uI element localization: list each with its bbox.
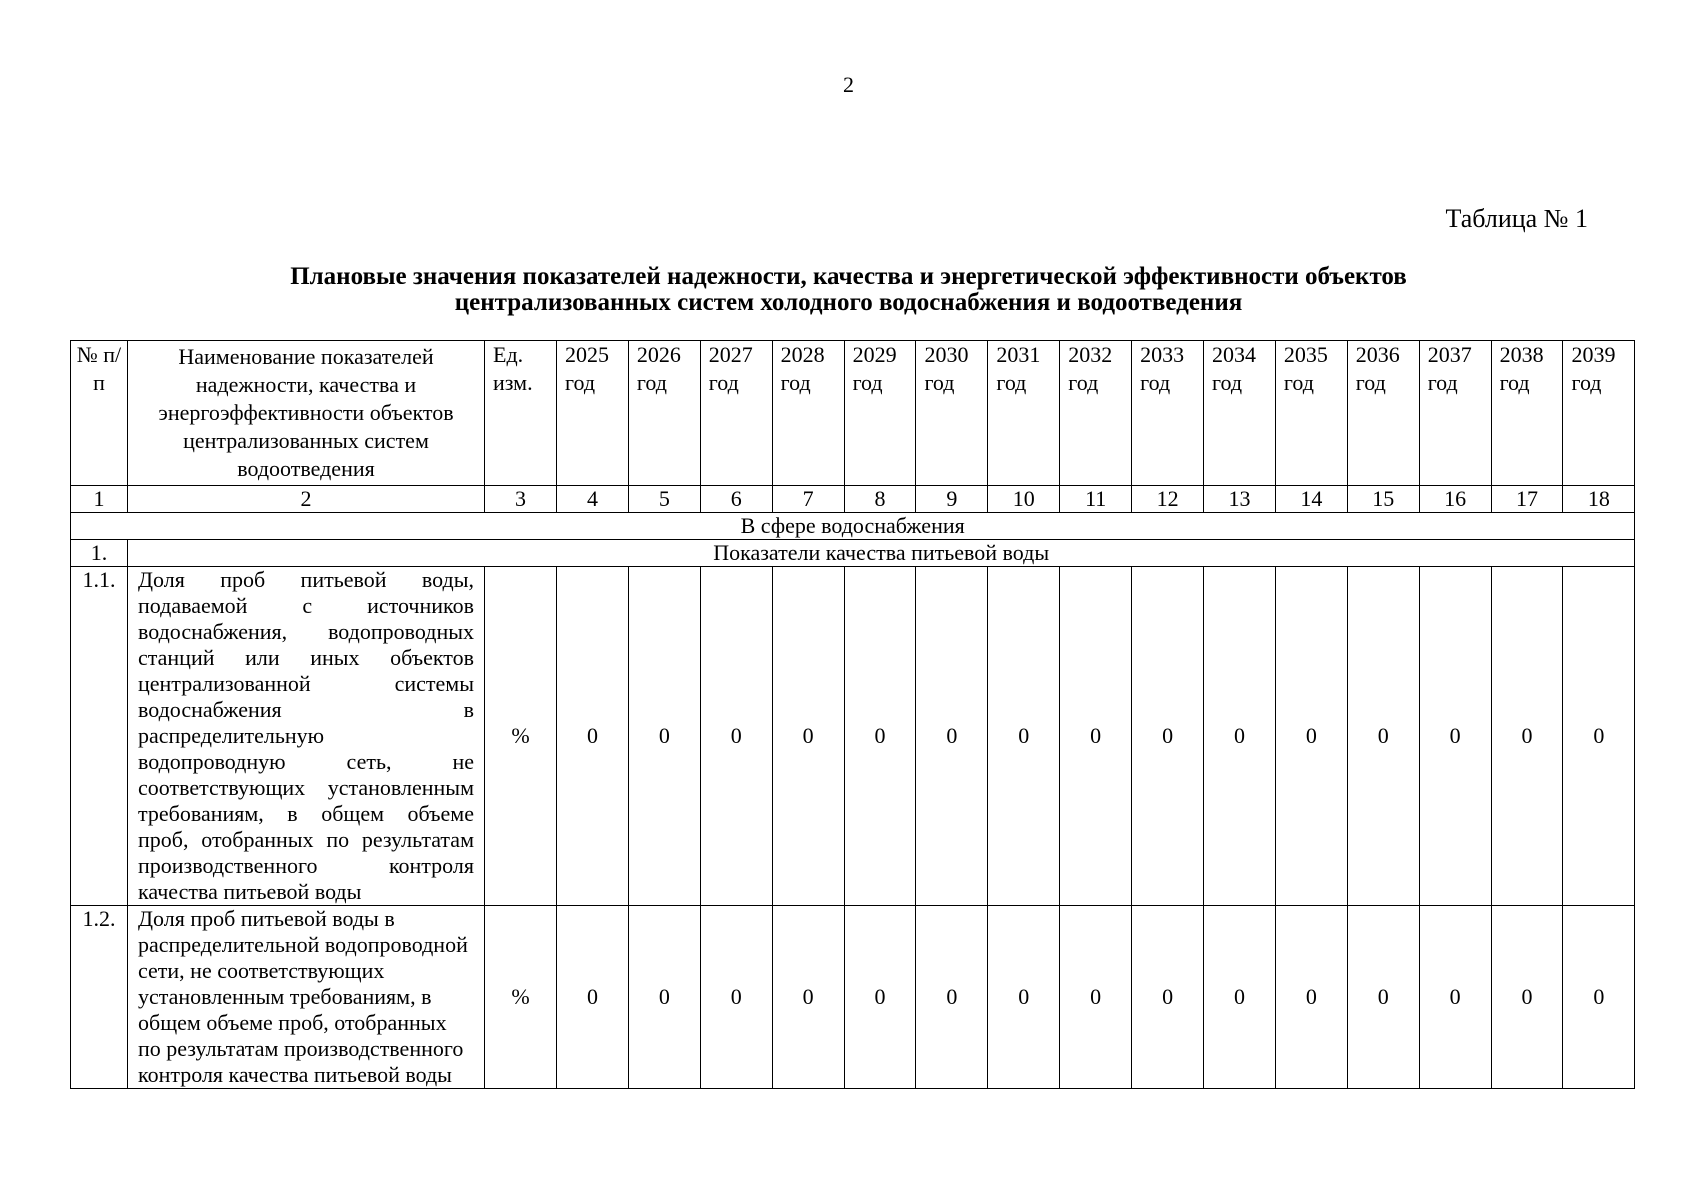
header-year: 2031 год [988, 341, 1060, 486]
row-value: 0 [1204, 567, 1276, 906]
row-num: 1.1. [71, 567, 128, 906]
header-year: 2039 год [1563, 341, 1635, 486]
column-number: 13 [1204, 486, 1276, 513]
table-label: Таблица № 1 [1445, 204, 1588, 233]
indicators-table [70, 340, 1635, 1089]
column-number: 15 [1347, 486, 1419, 513]
page-number: 2 [843, 72, 854, 97]
row-value: 0 [1132, 906, 1204, 1089]
header-year: 2036 год [1347, 341, 1419, 486]
column-number: 9 [916, 486, 988, 513]
row-value: 0 [1563, 567, 1635, 906]
header-year: 2030 год [916, 341, 988, 486]
header-year: 2028 год [772, 341, 844, 486]
row-value: 0 [557, 906, 629, 1089]
row-value: 0 [557, 567, 629, 906]
row-value: 0 [988, 906, 1060, 1089]
header-year: 2029 год [844, 341, 916, 486]
header-year: 2035 год [1275, 341, 1347, 486]
column-number-row [71, 486, 1635, 513]
row-value: 0 [1419, 906, 1491, 1089]
row-value: 0 [1491, 567, 1563, 906]
column-number: 14 [1275, 486, 1347, 513]
header-year: 2026 год [628, 341, 700, 486]
subsection-num: 1. [71, 540, 128, 567]
row-value: 0 [628, 906, 700, 1089]
row-value: 0 [1060, 906, 1132, 1089]
header-unit: Ед. изм. [485, 341, 557, 486]
header-year: 2027 год [700, 341, 772, 486]
header-name: Наименование показателей надежности, качества и энергоэффективности объектов централизованных систем водоотведения [128, 341, 485, 486]
row-name: Доля проб питьевой воды в распределительной водопроводной сети, не соответствующих установленным требованиям, в общем объеме проб, отобранных по результатам производственного контроля качества питьевой воды [128, 906, 485, 1089]
row-value: 0 [1204, 906, 1276, 1089]
row-unit: % [485, 906, 557, 1089]
row-value: 0 [1060, 567, 1132, 906]
column-number: 16 [1419, 486, 1491, 513]
header-year: 2038 год [1491, 341, 1563, 486]
column-number: 10 [988, 486, 1060, 513]
column-number: 6 [700, 486, 772, 513]
subsection-title: Показатели качества питьевой воды [128, 540, 1635, 567]
row-value: 0 [772, 906, 844, 1089]
row-value: 0 [1132, 567, 1204, 906]
row-value: 0 [988, 567, 1060, 906]
row-value: 0 [1491, 906, 1563, 1089]
column-number: 17 [1491, 486, 1563, 513]
column-number: 12 [1132, 486, 1204, 513]
row-num: 1.2. [71, 906, 128, 1089]
row-value: 0 [700, 567, 772, 906]
column-number: 7 [772, 486, 844, 513]
row-value: 0 [1419, 567, 1491, 906]
column-number: 2 [128, 486, 485, 513]
title-line-1: Плановые значения показателей надежности, качества и энергетической эффективности объектов [290, 263, 1407, 290]
row-value: 0 [1275, 906, 1347, 1089]
header-year: 2033 год [1132, 341, 1204, 486]
row-value: 0 [844, 906, 916, 1089]
section-row [71, 513, 1635, 540]
header-year: 2034 год [1204, 341, 1276, 486]
row-name: Доля проб питьевой воды, подаваемой с источников водоснабжения, водопроводных станций или иных объектов централизованной системы водоснабжения в распределительную водопроводную сеть, не соответствующих установленным требованиям, в общем объеме проб, отобранных по результатам производственного контроля качества питьевой воды [128, 567, 485, 906]
column-number: 1 [71, 486, 128, 513]
row-value: 0 [1347, 906, 1419, 1089]
column-number: 18 [1563, 486, 1635, 513]
header-year: 2032 год [1060, 341, 1132, 486]
column-number: 5 [628, 486, 700, 513]
column-number: 11 [1060, 486, 1132, 513]
row-unit: % [485, 567, 557, 906]
row-value: 0 [1275, 567, 1347, 906]
row-value: 0 [772, 567, 844, 906]
row-value: 0 [844, 567, 916, 906]
title-line-2: централизованных систем холодного водоснабжения и водоотведения [454, 289, 1243, 316]
header-year: 2037 год [1419, 341, 1491, 486]
table-row [71, 567, 1635, 906]
column-number: 3 [485, 486, 557, 513]
column-number: 4 [557, 486, 629, 513]
header-row [71, 341, 1635, 486]
row-value: 0 [916, 567, 988, 906]
header-num: № п/п [71, 341, 128, 486]
section-title: В сфере водоснабжения [71, 513, 1635, 540]
document-title [0, 264, 1697, 316]
subsection-row [71, 540, 1635, 567]
column-number: 8 [844, 486, 916, 513]
row-value: 0 [1563, 906, 1635, 1089]
row-value: 0 [1347, 567, 1419, 906]
row-value: 0 [700, 906, 772, 1089]
row-value: 0 [628, 567, 700, 906]
row-value: 0 [916, 906, 988, 1089]
header-year: 2025 год [557, 341, 629, 486]
table-row [71, 906, 1635, 1089]
